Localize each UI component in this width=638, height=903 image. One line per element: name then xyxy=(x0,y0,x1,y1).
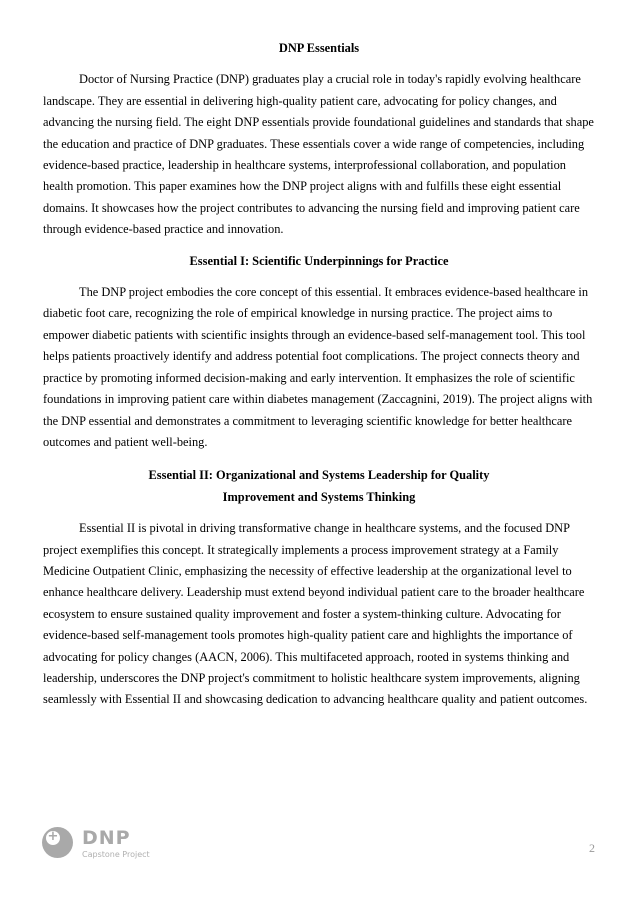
plus-circle-icon: + xyxy=(42,827,73,858)
dnp-capstone-logo xyxy=(42,827,182,863)
document-page xyxy=(43,38,595,711)
section-heading-essential-2 xyxy=(43,465,595,508)
logo-subtext: Capstone Project xyxy=(82,850,150,859)
section-body-essential-1: The DNP project embodies the core concept of this essential. It embraces evidence-based healthcare in diabetic foot care, recognizing the role of empirical knowledge in nursing practice. The project aims to empower diabetic patients with scientific insights through an evidence-based self-management tool. This tool helps patients proactively identify and address potential foot complications. The project connects theory and practice by promoting informed decision-making and early intervention. It emphasizes the role of scientific foundations in improving patient care within diabetes management (Zaccagnini, 2019). The project aligns with the DNP essential and demonstrates a commitment to leveraging scientific knowledge for better healthcare outcomes and patient well-being. xyxy=(43,285,593,449)
page-number: 2 xyxy=(589,841,595,855)
section-heading-essential-1 xyxy=(43,251,595,272)
section-heading-line: Essential II: Organizational and Systems Leadership for Quality xyxy=(148,468,490,483)
logo-text: DNP xyxy=(82,827,131,849)
section-heading-line: Essential I: Scientific Underpinnings for Practice xyxy=(189,253,449,268)
section-body-essential-2: Essential II is pivotal in driving transformative change in healthcare systems, and the focused DNP project exemplifies this concept. It strategically implements a process improvement strategy at a Family Medicine Outpatient Clinic, emphasizing the necessity of effective leadership at the organizational level to enhance healthcare delivery. Leadership must extend beyond individual patient care to the broader healthcare ecosystem to ensure sustained quality improvement and foster a system-thinking culture. Advocating for evidence-based self-management tools promotes high-quality patient care and highlights the importance of advocating for policy changes (AACN, 2006). This multifaceted approach, rooted in systems thinking and leadership, underscores the DNP project's commitment to holistic healthcare system improvements, aligning seamlessly with Essential II and showcasing dedication to advancing healthcare quality and patient outcomes. xyxy=(43,521,588,707)
intro-paragraph: Doctor of Nursing Practice (DNP) graduates play a crucial role in today's rapidly evolving healthcare landscape. They are essential in delivering high-quality patient care, advocating for policy changes, and advancing the nursing field. The eight DNP essentials provide foundational guidelines and standards that shape the education and practice of DNP graduates. These essentials cover a wide range of competencies, including evidence-based practice, leadership in healthcare systems, interprofessional collaboration, and population health promotion. This paper examines how the DNP project aligns with and fulfills these eight essential domains. It showcases how the project contributes to advancing the nursing field and improving patient care through evidence-based practice and innovation. xyxy=(43,72,594,237)
section-heading-line: Improvement and Systems Thinking xyxy=(222,489,416,504)
document-title: DNP Essentials xyxy=(278,41,360,55)
